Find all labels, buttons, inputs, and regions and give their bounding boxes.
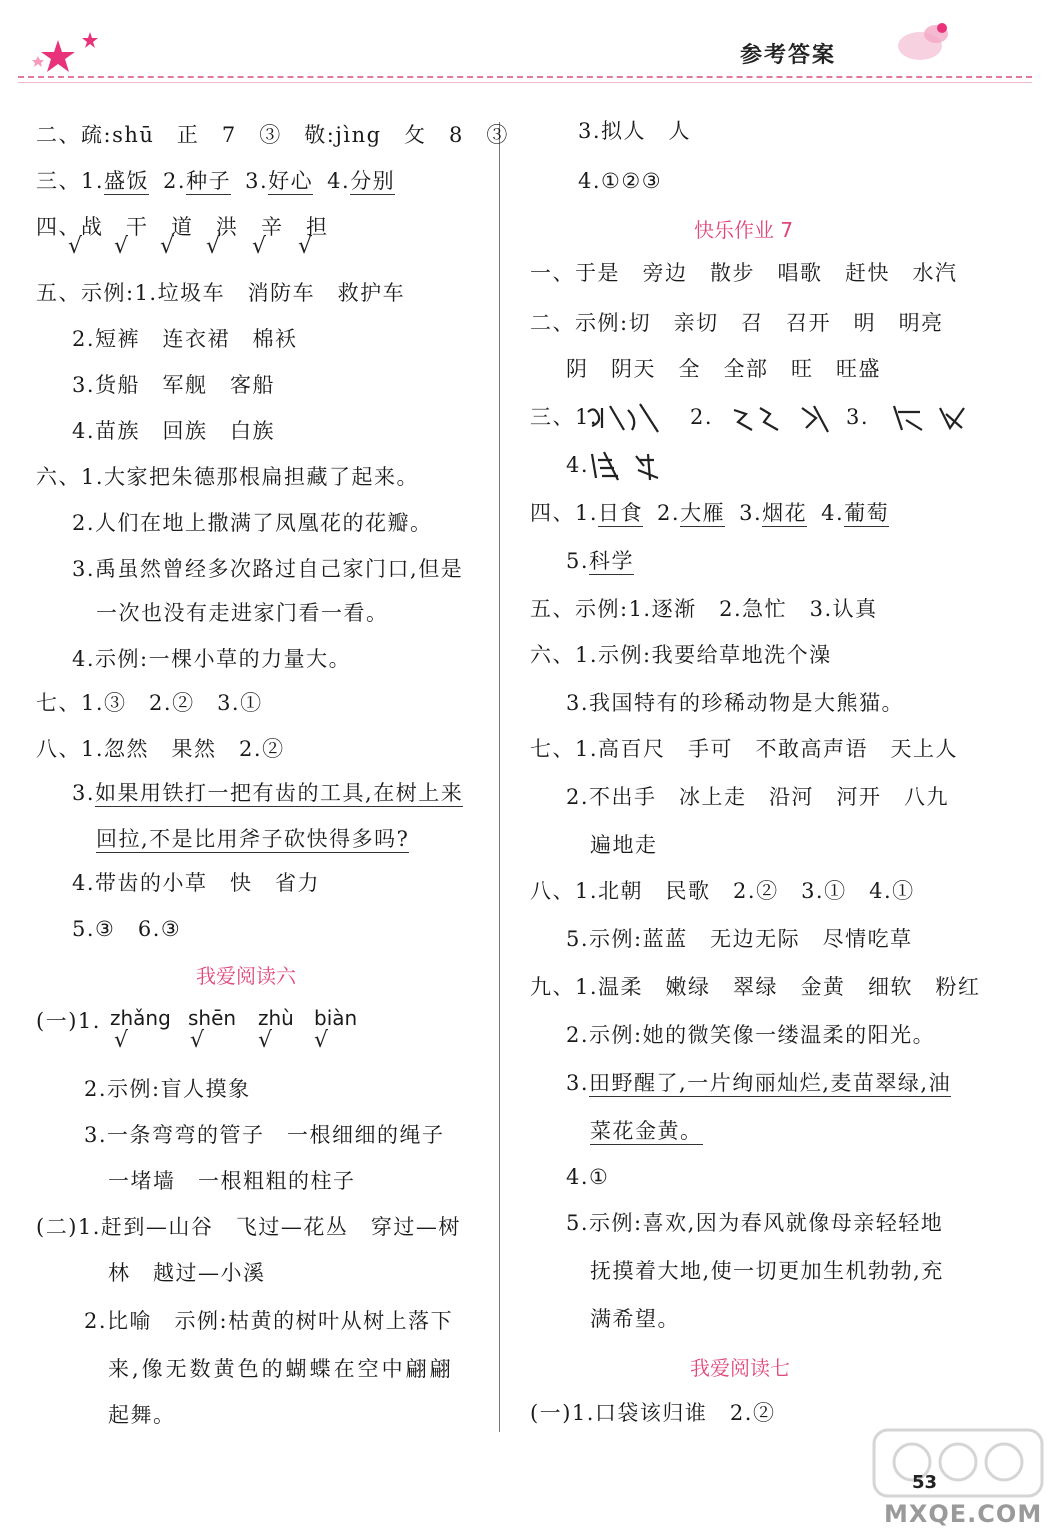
page-number: 53 bbox=[912, 1472, 938, 1493]
answer-line: 五、示例:1.垃圾车 消防车 救护车 bbox=[36, 281, 406, 305]
answer-line: 四、1.日食 2.大雁 3.烟花 4.葡萄 bbox=[530, 501, 890, 525]
answer-line: 四、战 干 道 洪 辛 担 bbox=[36, 215, 329, 239]
section-title: 我爱阅读六 bbox=[196, 964, 296, 988]
answer-line: 2.不出手 冰上走 沿河 河开 八九 bbox=[566, 785, 950, 809]
column-divider bbox=[499, 122, 500, 1432]
handwritten-strokes-icon bbox=[588, 448, 668, 484]
answer-line: 3.拟人 人 bbox=[578, 119, 692, 143]
answer-line: 3.我国特有的珍稀动物是大熊猫。 bbox=[566, 691, 905, 715]
check-icon: √ bbox=[258, 1028, 273, 1053]
section-title: 我爱阅读七 bbox=[690, 1356, 790, 1380]
answer-line: 3.禹虽然曾经多次路过自己家门口,但是 bbox=[72, 557, 464, 581]
answer-line: 一次也没有走进家门看一看。 bbox=[96, 601, 389, 625]
answer-line: 4.①②③ bbox=[578, 169, 663, 193]
check-icon: √ bbox=[298, 234, 313, 259]
answer-line: 4. bbox=[566, 453, 590, 477]
answer-line: 九、1.温柔 嫩绿 翠绿 金黄 细软 粉红 bbox=[530, 975, 981, 999]
answer-line: 一堵墙 一根粗粗的柱子 bbox=[108, 1169, 356, 1193]
answer-line: 4.苗族 回族 白族 bbox=[72, 419, 276, 443]
answer-line: 2.示例:她的微笑像一缕温柔的阳光。 bbox=[566, 1023, 936, 1047]
check-icon: √ bbox=[314, 1028, 329, 1053]
check-icon: √ bbox=[114, 1028, 129, 1053]
answer-line: 3.田野醒了,一片绚丽灿烂,麦苗翠绿,油 bbox=[566, 1071, 952, 1095]
check-icon: √ bbox=[206, 234, 221, 259]
answer-line: 八、1.忽然 果然 2.② bbox=[36, 737, 285, 761]
answer-line: 三、1. bbox=[530, 405, 599, 429]
answer-line: 三、1.盛饭 2.种子 3.好心 4.分别 bbox=[36, 169, 396, 193]
pinyin-text: zhǎng bbox=[110, 1006, 171, 1030]
answer-line: 一、于是 旁边 散步 唱歌 赶快 水汽 bbox=[530, 261, 958, 285]
answer-line: 3.一条弯弯的管子 一根细细的绳子 bbox=[84, 1123, 445, 1147]
pinyin-text: zhù bbox=[258, 1006, 294, 1030]
check-icon: √ bbox=[252, 234, 267, 259]
answer-line: 六、1.大家把朱德那根扁担藏了起来。 bbox=[36, 465, 420, 489]
answer-line: 2. bbox=[690, 405, 714, 429]
answer-line: 阴 阴天 全 全部 旺 旺盛 bbox=[566, 357, 881, 381]
section-title: 快乐作业 7 bbox=[694, 218, 794, 242]
answer-line: 4.带齿的小草 快 省力 bbox=[72, 871, 321, 895]
answer-line: 2.短裤 连衣裙 棉袄 bbox=[72, 327, 298, 351]
handwritten-strokes-icon bbox=[584, 400, 1004, 436]
check-marks bbox=[36, 212, 336, 259]
check-icon: √ bbox=[68, 234, 83, 259]
pinyin-text: biàn bbox=[314, 1006, 358, 1030]
answer-line: 二、示例:切 亲切 召 召开 明 明亮 bbox=[530, 311, 944, 335]
answer-line: (一)1. bbox=[36, 1009, 101, 1033]
answer-line: 五、示例:1.逐渐 2.急忙 3.认真 bbox=[530, 597, 878, 621]
header-divider-thin bbox=[18, 82, 1032, 83]
flower-decoration-icon bbox=[880, 14, 960, 74]
page-header-title: 参考答案 bbox=[740, 43, 837, 68]
answer-line: 5.示例:喜欢,因为春风就像母亲轻轻地 bbox=[566, 1211, 944, 1235]
check-icon: √ bbox=[190, 1028, 205, 1053]
answer-line: 5.科学 bbox=[566, 549, 635, 573]
answer-line: 菜花金黄。 bbox=[590, 1119, 703, 1143]
answer-line: 起舞。 bbox=[108, 1403, 176, 1427]
answer-line: 二、疏:shū 正 7 ③ 敬:jìng 攵 8 ③ bbox=[36, 123, 509, 147]
answer-line: (一)1.口袋该归谁 2.② bbox=[530, 1401, 776, 1425]
answer-line: 八、1.北朝 民歌 2.② 3.① 4.① bbox=[530, 879, 915, 903]
answer-line: 5.示例:蓝蓝 无边无际 尽情吃草 bbox=[566, 927, 913, 951]
answer-line: 满希望。 bbox=[590, 1307, 680, 1331]
answer-line: (二)1.赶到—山谷 飞过—花丛 穿过—树 bbox=[36, 1215, 461, 1239]
pinyin-group bbox=[110, 1006, 410, 1062]
answer-line: 2.示例:盲人摸象 bbox=[84, 1077, 251, 1101]
answer-line: 来,像无数黄色的蝴蝶在空中翩翩 bbox=[108, 1357, 454, 1381]
check-icon: √ bbox=[160, 234, 175, 259]
answer-line: 5.③ 6.③ bbox=[72, 917, 182, 941]
answer-line: 3.如果用铁打一把有齿的工具,在树上来 bbox=[72, 781, 464, 805]
check-icon: √ bbox=[114, 234, 129, 259]
answer-line: 3. bbox=[846, 405, 870, 429]
answer-line: 2.人们在地上撒满了凤凰花的花瓣。 bbox=[72, 511, 433, 535]
answer-line: 七、1.高百尺 手可 不敢高声语 天上人 bbox=[530, 737, 959, 761]
answer-line: 抚摸着大地,使一切更加生机勃勃,充 bbox=[590, 1259, 944, 1283]
star-decoration-icon bbox=[30, 26, 120, 82]
answer-line: 六、1.示例:我要给草地洗个澡 bbox=[530, 643, 832, 667]
answer-line: 4.① bbox=[566, 1165, 610, 1189]
header-divider bbox=[18, 76, 1032, 78]
answer-line: 回拉,不是比用斧子砍快得多吗? bbox=[96, 827, 410, 851]
answer-line: 遍地走 bbox=[590, 833, 658, 857]
answer-line: 林 越过—小溪 bbox=[108, 1261, 266, 1285]
answer-line: 3.货船 军舰 客船 bbox=[72, 373, 276, 397]
watermark-text: MXQE.COM bbox=[884, 1500, 1043, 1528]
answer-line: 2.比喻 示例:枯黄的树叶从树上落下 bbox=[84, 1309, 454, 1333]
answer-line: 4.示例:一棵小草的力量大。 bbox=[72, 647, 352, 671]
pinyin-text: shēn bbox=[188, 1006, 237, 1030]
answer-line: 七、1.③ 2.② 3.① bbox=[36, 691, 263, 715]
